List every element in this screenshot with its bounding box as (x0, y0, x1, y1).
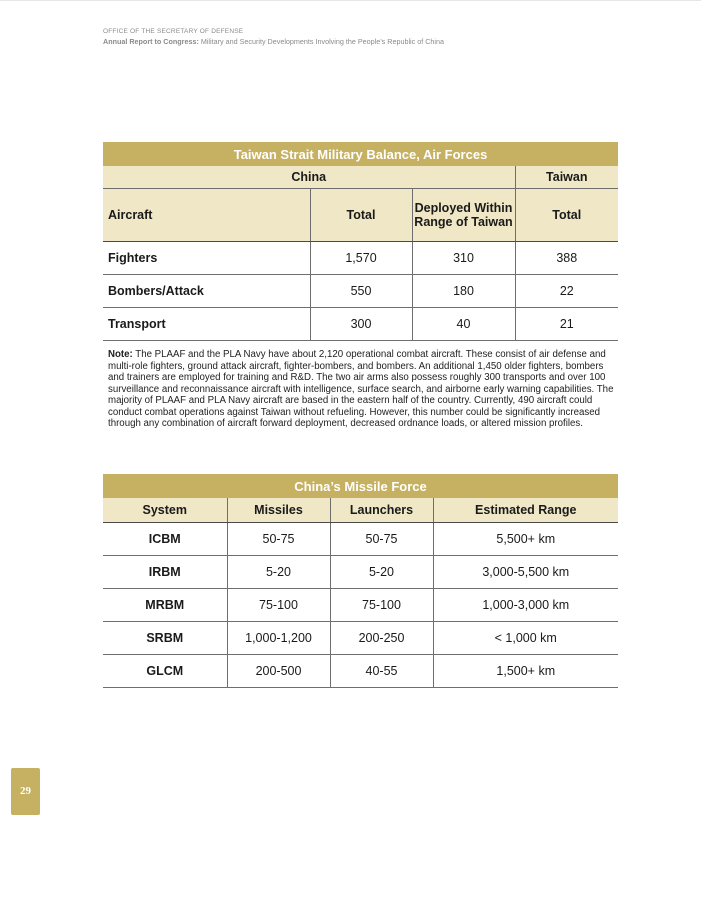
report-title-bold: Annual Report to Congress: (103, 37, 199, 46)
taiwan-total: 388 (515, 242, 618, 275)
running-header (103, 27, 663, 47)
column-header-system: System (103, 498, 227, 523)
column-header-launchers: Launchers (330, 498, 433, 523)
table-note (108, 349, 616, 430)
column-header-china-total: Total (310, 189, 412, 242)
top-rule (0, 0, 701, 1)
air-forces-table (103, 142, 618, 341)
aircraft-type: Fighters (103, 242, 310, 275)
table-row (103, 275, 618, 308)
missile-system: GLCM (103, 655, 227, 688)
table-row (103, 622, 618, 655)
china-total: 300 (310, 308, 412, 341)
table-row (103, 242, 618, 275)
estimated-range: 1,000-3,000 km (433, 589, 618, 622)
table-row (103, 523, 618, 556)
launcher-count: 50-75 (330, 523, 433, 556)
table-row (103, 308, 618, 341)
missile-system: SRBM (103, 622, 227, 655)
missile-count: 1,000-1,200 (227, 622, 330, 655)
missile-count: 5-20 (227, 556, 330, 589)
report-title-rest: Military and Security Developments Involving the People’s Republic of China (198, 37, 445, 46)
report-title (103, 36, 663, 47)
note-label: Note: (108, 349, 133, 360)
column-header-deployed: Deployed Within Range of Taiwan (412, 189, 515, 242)
note-text: The PLAAF and the PLA Navy have about 2,120 operational combat aircraft. These consist of air defense and multi-role fighters, ground attack aircraft, fighter-bombers, and bombers. An additional 1,450 older fighters, bombers and trainers are employed for training and R&D. The two air arms also possess roughly 300 transports and over 100 surveillance and reconnaissance aircraft with intelligence, surface search, and airborne early warning capabilities. The majority of PLAAF and PLA Navy aircraft are based in the eastern half of the country. Currently, 490 aircraft could conduct combat operations against Taiwan without refueling. However, this number could be significantly increased through any combination of aircraft forward deployment, decreased ordnance loads, or altered mission profiles. (108, 349, 614, 429)
china-total: 1,570 (310, 242, 412, 275)
launcher-count: 5-20 (330, 556, 433, 589)
group-header-taiwan: Taiwan (515, 166, 618, 189)
china-total: 550 (310, 275, 412, 308)
table-row (103, 655, 618, 688)
missile-count: 50-75 (227, 523, 330, 556)
deployed-count: 310 (412, 242, 515, 275)
table-row (103, 556, 618, 589)
missile-count: 200-500 (227, 655, 330, 688)
deployed-count: 40 (412, 308, 515, 341)
column-header-aircraft: Aircraft (103, 189, 310, 242)
estimated-range: 5,500+ km (433, 523, 618, 556)
estimated-range: 3,000-5,500 km (433, 556, 618, 589)
launcher-count: 200-250 (330, 622, 433, 655)
launcher-count: 75-100 (330, 589, 433, 622)
air-forces-table-title: Taiwan Strait Military Balance, Air Forces (103, 142, 618, 166)
missile-count: 75-100 (227, 589, 330, 622)
missile-table-title: China’s Missile Force (103, 474, 618, 498)
column-header-range: Estimated Range (433, 498, 618, 523)
missile-force-table (103, 474, 618, 688)
column-header-missiles: Missiles (227, 498, 330, 523)
taiwan-total: 22 (515, 275, 618, 308)
estimated-range: < 1,000 km (433, 622, 618, 655)
deployed-count: 180 (412, 275, 515, 308)
group-header-china: China (103, 166, 515, 189)
table-row (103, 589, 618, 622)
estimated-range: 1,500+ km (433, 655, 618, 688)
missile-system: MRBM (103, 589, 227, 622)
office-name: OFFICE OF THE SECRETARY OF DEFENSE (103, 28, 244, 35)
column-header-taiwan-total: Total (515, 189, 618, 242)
launcher-count: 40-55 (330, 655, 433, 688)
aircraft-type: Transport (103, 308, 310, 341)
missile-system: ICBM (103, 523, 227, 556)
aircraft-type: Bombers/Attack (103, 275, 310, 308)
missile-system: IRBM (103, 556, 227, 589)
taiwan-total: 21 (515, 308, 618, 341)
page-number: 29 (11, 768, 40, 815)
